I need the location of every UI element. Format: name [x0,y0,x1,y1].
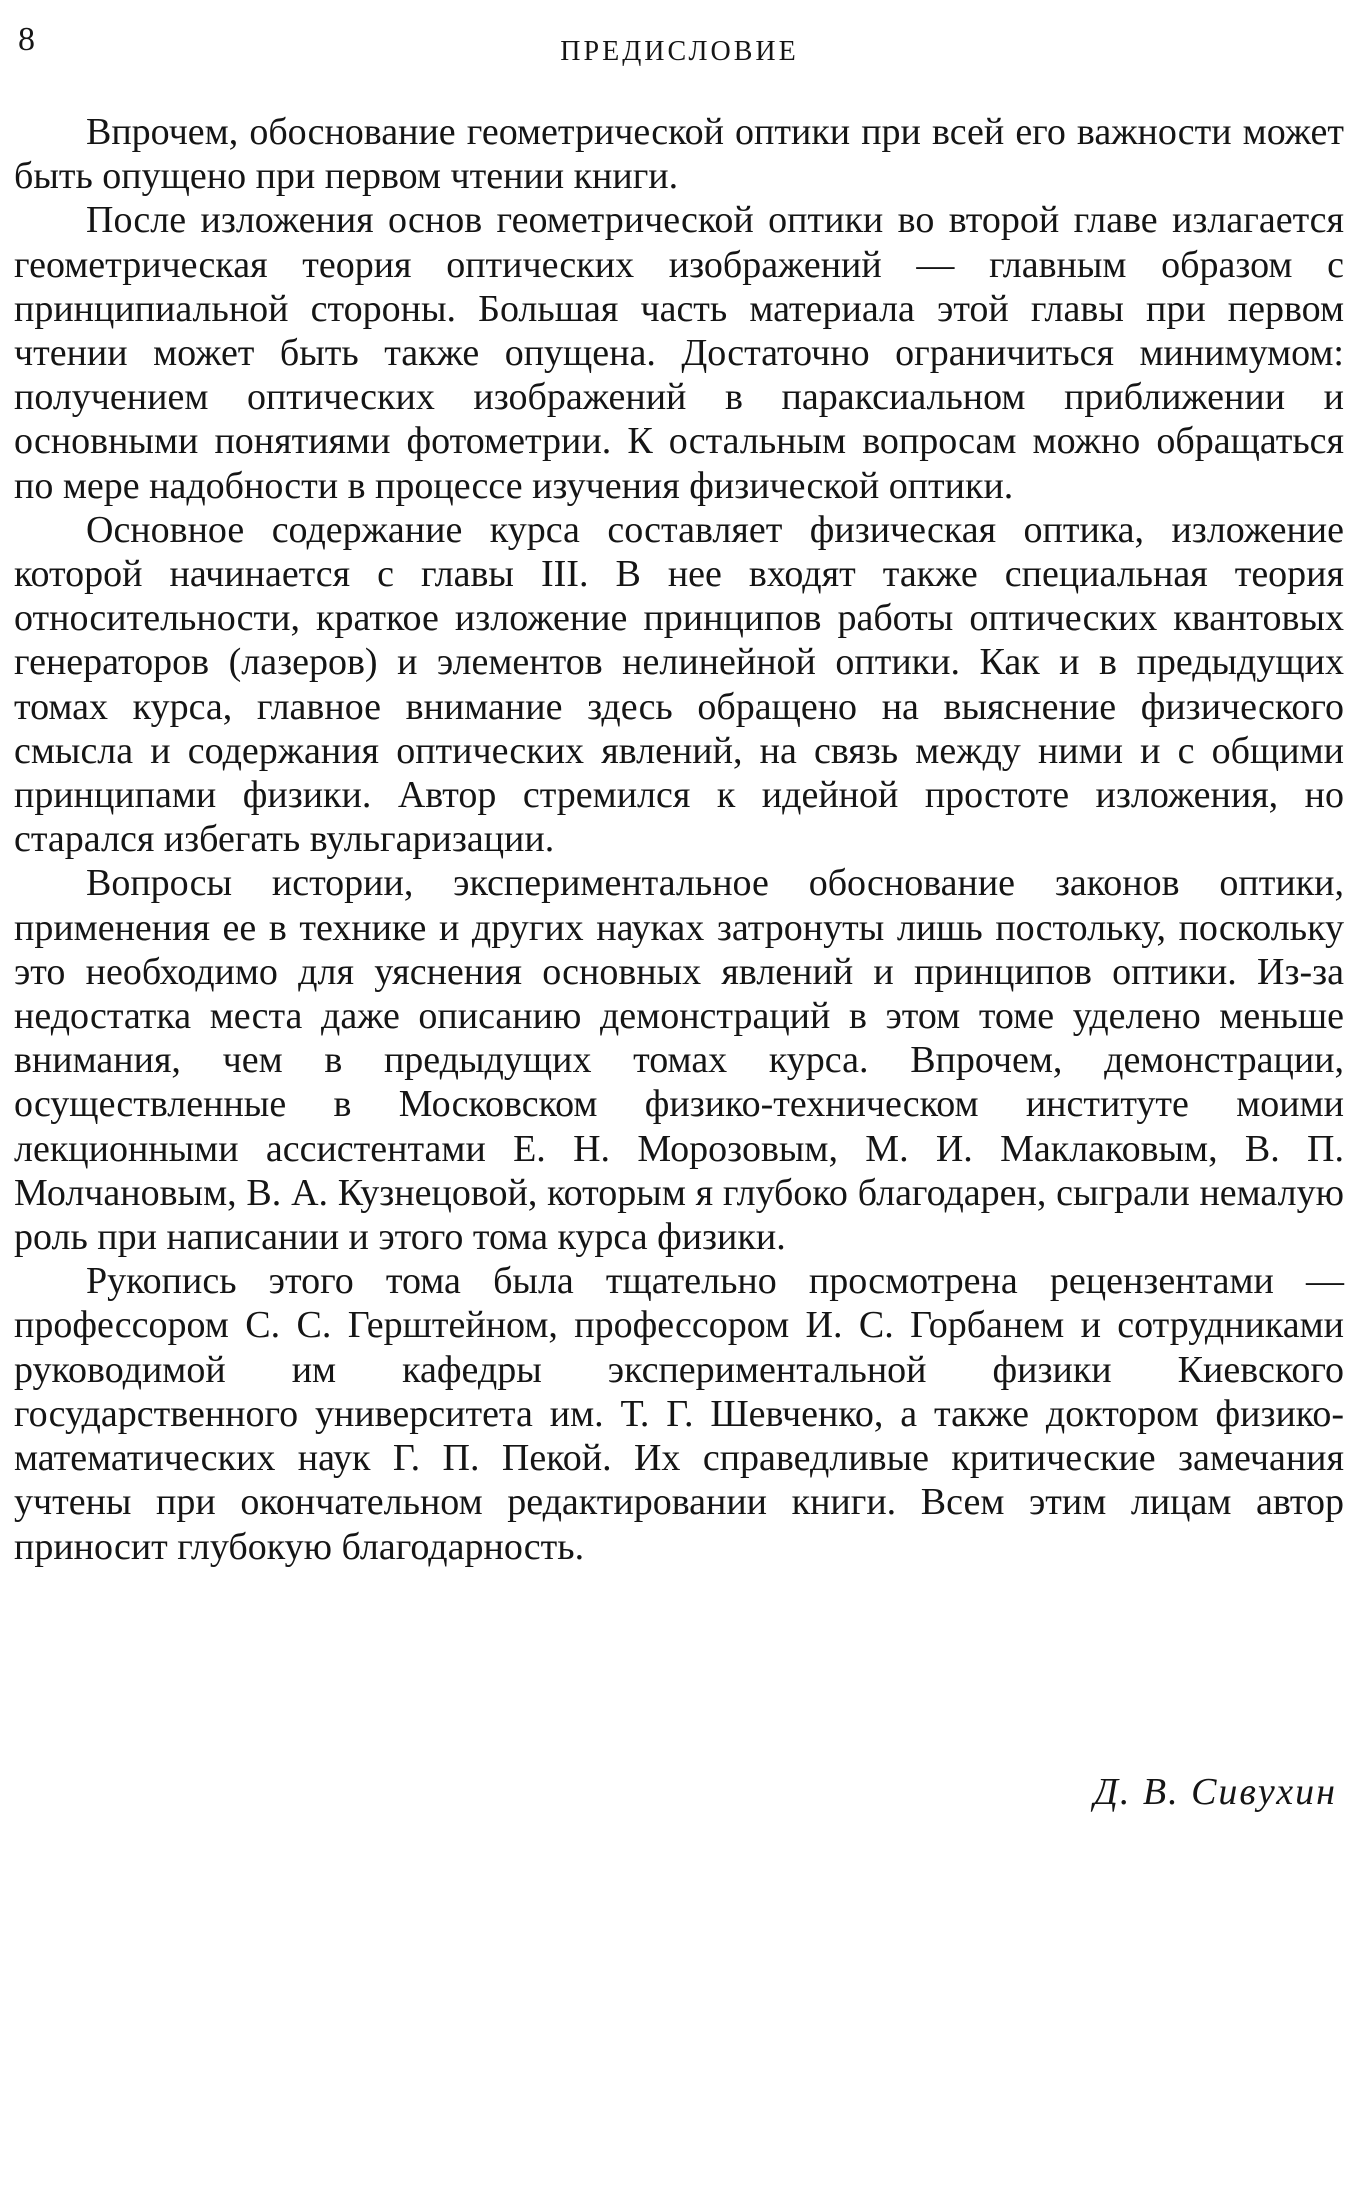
paragraph: Основное содержание курса составляет физическая оптика, изложение которой начинается с главы III. В нее входят также специальная теория относительности, краткое изложение принципов работы оптических квантовых генераторов (лазеров) и элементов нелинейной оптики. Как и в предыдущих томах курса, главное внимание здесь обращено на выяснение физического смысла и содержания оптических явлений, на связь между ними и с общими принципами физики. Автор стремился к идейной простоте изложения, но старался избегать вульгаризации. [14,508,1344,861]
page-number: 8 [18,21,35,58]
paragraph: Вопросы истории, экспериментальное обоснование законов оптики, применения ее в технике и других науках затронуты лишь постольку, поскольку это необходимо для уяснения основных явлений и принципов оптики. Из-за недостатка места даже описанию демонстраций в этом томе уделено меньше внимания, чем в предыдущих томах курса. Впрочем, демонстрации, осуществленные в Московском физико-техническом институте моими лекционными ассистентами Е. Н. Морозовым, М. И. Маклаковым, В. П. Молчановым, В. А. Кузнецовой, которым я глубоко благодарен, сыграли немалую роль при написании и этого тома курса физики. [14,862,1344,1259]
paragraph: Рукопись этого тома была тщательно просмотрена рецензентами — профессором С. С. Герштейном, профессором И. С. Горбанем и сотрудниками руководимой им кафедры экспериментальной физики Киевского государственного университета им. Т. Г. Шевченко, а также доктором физико-математических наук Г. П. Пекой. Их справедливые критические замечания учтены при окончательном редактировании книги. Всем этим лицам автор приносит глубокую благодарность. [14,1260,1344,1568]
author-signature: Д. В. Сивухин [1093,1771,1337,1813]
body-text [14,110,1344,1569]
paragraph: После изложения основ геометрической оптики во второй главе излагается геометрическая теория оптических изображений — главным образом с принципиальной стороны. Большая часть материала этой главы при первом чтении может быть также опущена. Достаточно ограничиться минимумом: получением оптических изображений в параксиальном приближении и основными понятиями фотометрии. К остальным вопросам можно обращаться по мере надобности в процессе изучения физической оптики. [14,199,1344,507]
paragraph: Впрочем, обоснование геометрической оптики при всей его важности может быть опущено при первом чтении книги. [14,111,1344,198]
running-head: ПРЕДИСЛОВИЕ [560,36,799,67]
